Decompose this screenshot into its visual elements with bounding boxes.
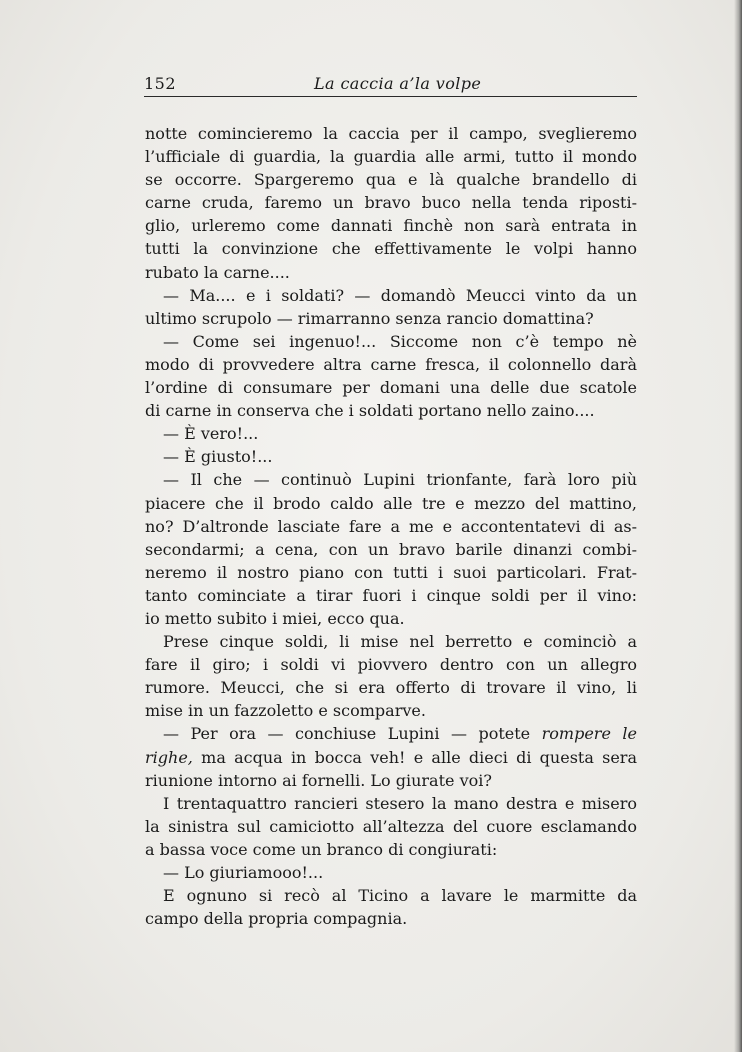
text-line: di carne in conserva che i soldati portano nello zaino.... xyxy=(145,401,595,421)
running-title: La caccia a’la volpe xyxy=(314,74,482,93)
text-run: — Per ora — conchiuse Lupini — potete xyxy=(163,724,531,744)
text-line: piacere che il brodo caldo alle tre e mezzo del mattino, xyxy=(145,493,637,513)
text-line: l’ufficiale di guardia, la guardia alle armi, tutto il mondo xyxy=(145,147,637,167)
text-line: I trentaquattro rancieri stesero la mano destra e misero xyxy=(163,793,637,813)
text-line: — È giusto!... xyxy=(163,447,273,467)
text-line: rubato la carne.... xyxy=(145,262,290,282)
text-line: no? D’altronde lasciate fare a me e accontentatevi di as- xyxy=(145,516,637,536)
text-line: — Come sei ingenuo!... Siccome non c’è tempo nè xyxy=(163,331,637,351)
text-line: notte comincieremo la caccia per il campo, sveglieremo xyxy=(145,124,637,143)
text-line: rumore. Meucci, che si era offerto di trovare il vino, li xyxy=(145,678,637,698)
text-line: tanto cominciate a tirar fuori i cinque soldi per il vino: xyxy=(145,585,637,605)
text-run: ma acqua in bocca veh! e alle dieci di questa sera xyxy=(201,747,637,767)
text-line: se occorre. Spargeremo qua e là qualche brandello di xyxy=(145,170,637,190)
running-header xyxy=(144,72,637,97)
text-line xyxy=(145,746,637,769)
italic-text: righe, xyxy=(145,747,193,767)
text-line: a bassa voce come un branco di congiurati: xyxy=(145,839,498,859)
page-edge-shadow xyxy=(734,0,742,1052)
text-line: — Lo giuriamooo!... xyxy=(163,863,324,882)
text-line: Prese cinque soldi, li mise nel berretto e cominciò a xyxy=(163,632,637,652)
text-line: l’ordine di consumare per domani una delle due scatole xyxy=(145,378,637,398)
text-line xyxy=(145,722,637,745)
text-line: secondarmi; a cena, con un bravo barile dinanzi combi- xyxy=(145,539,637,559)
text-line: fare il giro; i soldi vi piovvero dentro con un allegro xyxy=(145,655,637,675)
text-line: campo della propria compagnia. xyxy=(145,909,408,929)
text-line: — È vero!... xyxy=(163,424,259,444)
italic-text: rompere le xyxy=(541,724,638,744)
text-line: io metto subito i miei, ecco qua. xyxy=(145,608,405,628)
body-text xyxy=(145,122,637,930)
text-line: — Ma.... e i soldati? — domandò Meucci vinto da un xyxy=(163,285,637,305)
text-line: ultimo scrupolo — rimarranno senza rancio domattina? xyxy=(145,308,594,328)
text-line: tutti la convinzione che effettivamente le volpi hanno xyxy=(145,239,637,259)
text-line: neremo il nostro piano con tutti i suoi particolari. Frat- xyxy=(145,562,637,582)
text-line: glio, urleremo come dannati finchè non sarà entrata in xyxy=(145,216,637,236)
text-line: modo di provvedere altra carne fresca, il colonnello darà xyxy=(145,354,637,374)
page-number: 152 xyxy=(144,74,177,93)
text-line: E ognuno si recò al Ticino a lavare le marmitte da xyxy=(163,886,637,906)
text-line: mise in un fazzoletto e scomparve. xyxy=(145,701,426,721)
text-line: carne cruda, faremo un bravo buco nella tenda riposti- xyxy=(145,193,637,213)
text-line: — Il che — continuò Lupini trionfante, farà loro più xyxy=(163,470,637,490)
text-line: riunione intorno ai fornelli. Lo giurate voi? xyxy=(145,770,492,790)
text-line: la sinistra sul camiciotto all’altezza del cuore esclamando xyxy=(145,816,637,836)
